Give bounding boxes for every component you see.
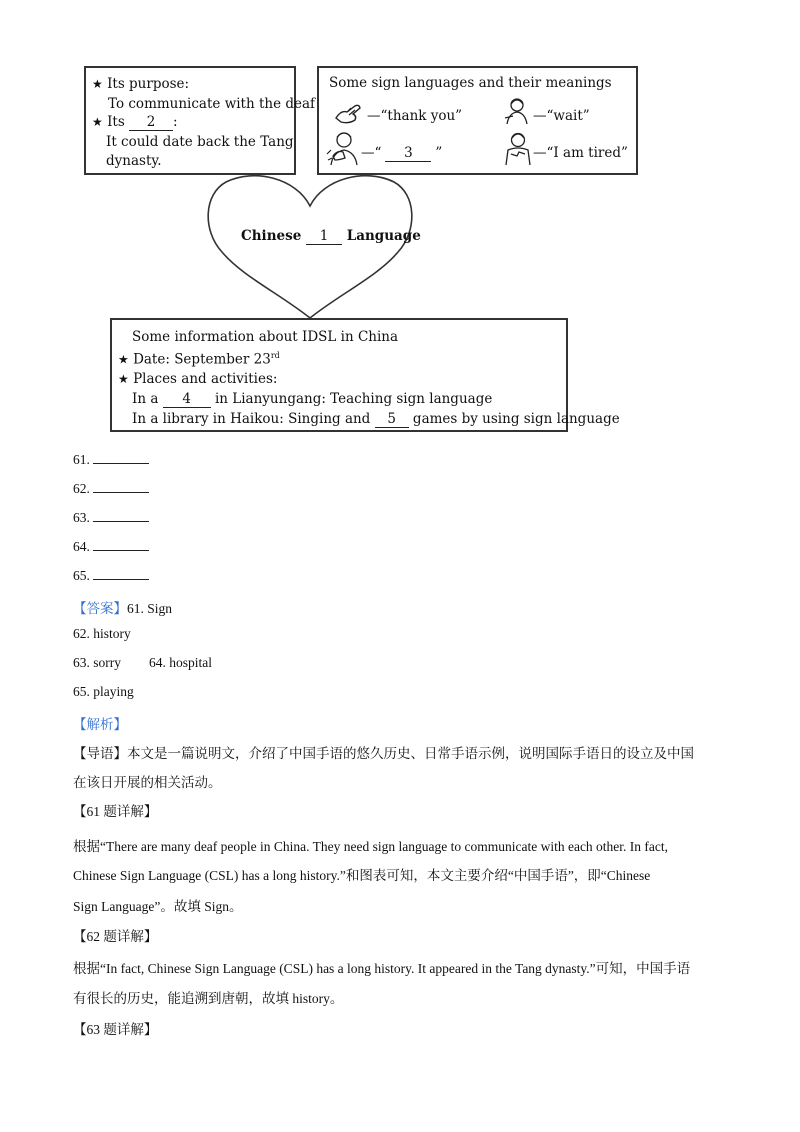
question-64: 64. bbox=[73, 539, 149, 555]
answer-line bbox=[93, 481, 149, 493]
answer-65: 65. playing bbox=[73, 684, 134, 699]
answer-line bbox=[93, 452, 149, 464]
blank-5: 5 bbox=[375, 413, 409, 428]
answer-row-61: 【答案】61. Sign bbox=[73, 601, 173, 616]
tired-sign-icon bbox=[503, 130, 533, 166]
q61-line-2: Chinese Sign Language (CSL) has a long history.”和图表可知，本文主要介绍“中国手语”，即“Chinese bbox=[73, 868, 651, 883]
q62-heading: 【62 题详解】 bbox=[73, 929, 158, 944]
idsl-info-box bbox=[110, 318, 620, 432]
q61-heading: 【61 题详解】 bbox=[73, 804, 158, 819]
info-line-5: In a library in Haikou: Singing and 5 games by using sign language bbox=[132, 411, 620, 427]
blank-3: 3 bbox=[385, 147, 431, 162]
purpose-line-1: ★ Its purpose: bbox=[92, 76, 190, 92]
q63-heading: 【63 题详解】 bbox=[73, 1022, 158, 1037]
purpose-box bbox=[84, 66, 316, 175]
star-icon: ★ bbox=[118, 372, 129, 386]
question-63: 63. bbox=[73, 510, 149, 526]
question-61: 61. bbox=[73, 452, 149, 468]
answer-line bbox=[93, 539, 149, 551]
info-line-4: In a 4 in Lianyungang: Teaching sign language bbox=[132, 391, 493, 407]
sign-language-box bbox=[317, 66, 638, 175]
q61-line-3: Sign Language”。故填 Sign。 bbox=[73, 899, 243, 914]
answer-62: 62. history bbox=[73, 626, 131, 641]
question-65: 65. bbox=[73, 568, 149, 584]
blank-1: 1 bbox=[306, 230, 342, 245]
q61-line-1: 根据“There are many deaf people in China. They need sign language to communicate with each other. In fact, bbox=[73, 839, 669, 854]
info-places: ★ Places and activities: bbox=[118, 371, 278, 387]
wait-sign-icon bbox=[501, 96, 531, 126]
info-title: Some information about IDSL in China bbox=[132, 329, 399, 345]
purpose-line-4: It could date back the Tang bbox=[106, 134, 294, 150]
blank-2: 2 bbox=[129, 116, 173, 131]
star-icon: ★ bbox=[118, 352, 129, 367]
purpose-line-2: To communicate with the deaf bbox=[108, 96, 316, 112]
answer-tag: 【答案】 bbox=[73, 601, 127, 616]
star-icon: ★ bbox=[92, 77, 103, 91]
purpose-line-3: ★ Its 2 : bbox=[92, 114, 178, 130]
sign-3-label: —“ 3 ” bbox=[361, 145, 443, 161]
answer-row-63-64: 63. sorry 64. hospital bbox=[73, 655, 212, 670]
blank-4: 4 bbox=[163, 393, 211, 408]
purpose-line-5: dynasty. bbox=[106, 153, 162, 169]
heart-title: Chinese 1 Language bbox=[241, 228, 421, 244]
analysis-tag: 【解析】 bbox=[73, 717, 127, 732]
info-date: ★ Date: September 23rd bbox=[118, 351, 280, 368]
sign-tired-label: —“I am tired” bbox=[533, 145, 628, 161]
answer-line bbox=[93, 510, 149, 522]
star-icon: ★ bbox=[92, 115, 103, 129]
sorry-sign-icon bbox=[325, 130, 359, 166]
answer-line bbox=[93, 568, 149, 580]
intro-line-2: 在该日开展的相关活动。 bbox=[73, 775, 222, 790]
q62-line-1: 根据“In fact, Chinese Sign Language (CSL) has a long history. It appeared in the Tang dynasty.”可知，中国手语 bbox=[73, 961, 691, 976]
q62-line-2: 有很长的历史，能追溯到唐朝，故填 history。 bbox=[73, 991, 344, 1006]
thank-you-sign-icon bbox=[333, 98, 365, 126]
intro-line-1: 【导语】本文是一篇说明文，介绍了中国手语的悠久历史、日常手语示例，说明国际手语日的设立及中国 bbox=[73, 746, 694, 761]
question-62: 62. bbox=[73, 481, 149, 497]
sign-thank-you-label: —“thank you” bbox=[367, 108, 463, 124]
sign-wait-label: —“wait” bbox=[533, 108, 590, 124]
signs-title: Some sign languages and their meanings bbox=[329, 75, 612, 91]
